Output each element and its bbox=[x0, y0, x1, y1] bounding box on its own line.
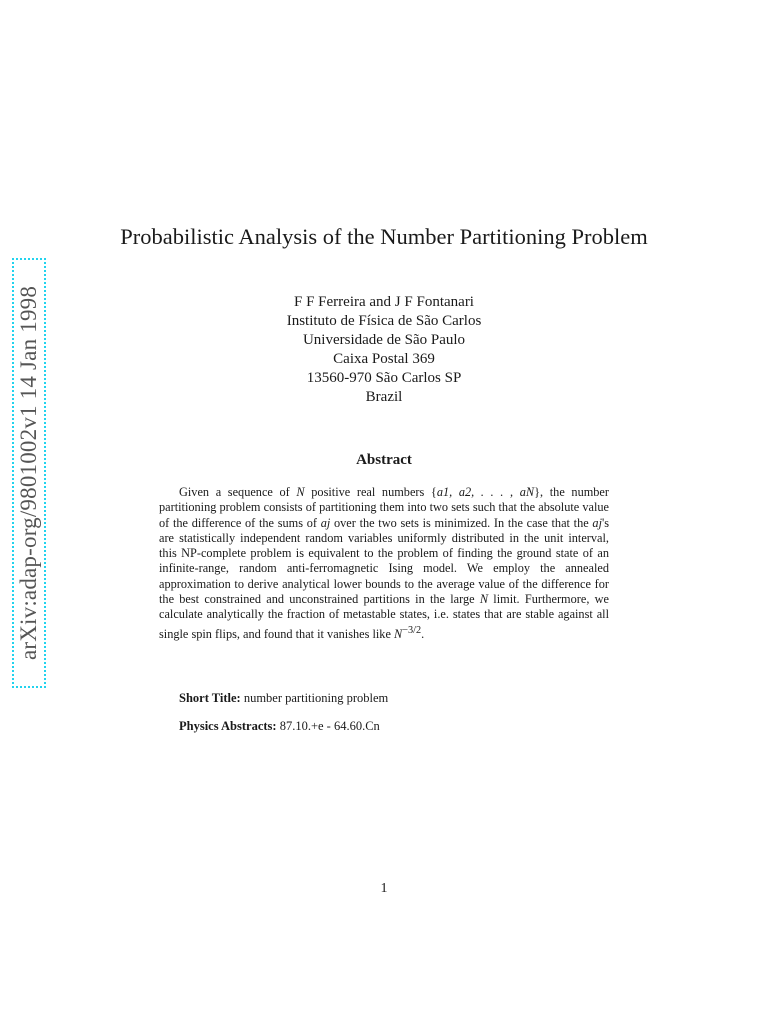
paper-title: Probabilistic Analysis of the Number Partitioning Problem bbox=[120, 224, 648, 249]
abstract-heading: Abstract bbox=[356, 452, 412, 468]
arxiv-stamp-box bbox=[12, 258, 46, 688]
author-postal: Caixa Postal 369 bbox=[333, 351, 435, 367]
author-institute: Instituto de Física de São Carlos bbox=[286, 313, 482, 329]
author-country: Brazil bbox=[365, 389, 403, 405]
short-title bbox=[179, 691, 388, 706]
short-title-value: number partitioning problem bbox=[243, 691, 389, 705]
math-n: N bbox=[479, 592, 489, 607]
arxiv-stamp: arXiv:adap-org/9801002v1 14 Jan 1998 bbox=[16, 285, 41, 661]
math-sequence: a1, a2, . . . , aN bbox=[436, 485, 535, 499]
math-n: N bbox=[393, 626, 403, 641]
page-number: 1 bbox=[380, 881, 388, 896]
math-n: N bbox=[296, 485, 305, 499]
math-aj: aj bbox=[320, 515, 331, 530]
author-block bbox=[200, 293, 568, 407]
author-university: Universidade de São Paulo bbox=[302, 332, 466, 348]
short-title-label: Short Title: bbox=[179, 691, 241, 705]
author-names: F F Ferreira and J F Fontanari bbox=[294, 294, 474, 310]
physics-abstracts-label: Physics Abstracts: bbox=[179, 719, 277, 733]
physics-abstracts-value: 87.10.+e - 64.60.Cn bbox=[279, 719, 380, 733]
physics-abstracts bbox=[179, 719, 380, 734]
math-exponent: −3/2 bbox=[402, 624, 422, 636]
author-city: 13560-970 São Carlos SP bbox=[306, 370, 462, 386]
abstract-body: Given a sequence of N positive real numbers {a1, a2, . . . , aN}, the number partitioning problem consists of partitioning them into two sets such that the absolute value of the difference of the sums of aj over the two sets is minimized. In the case that the aj's are statistically independent random variables uniformly distributed in the unit interval, this NP-complete problem is equivalent to the problem of finding the ground state of an infinite-range, random anti-ferromagnetic Ising model. We employ the annealed approximation to derive analytical lower bounds to the average value of the difference for the best constrained and unconstrained partitions in the large N limit. Furthermore, we calculate analytically the fraction of metastable states, i.e. states that are stable against all single spin flips, and found that it vanishes like $N^{-3/2}$. bbox=[159, 485, 610, 641]
math-aj: aj bbox=[592, 515, 602, 530]
